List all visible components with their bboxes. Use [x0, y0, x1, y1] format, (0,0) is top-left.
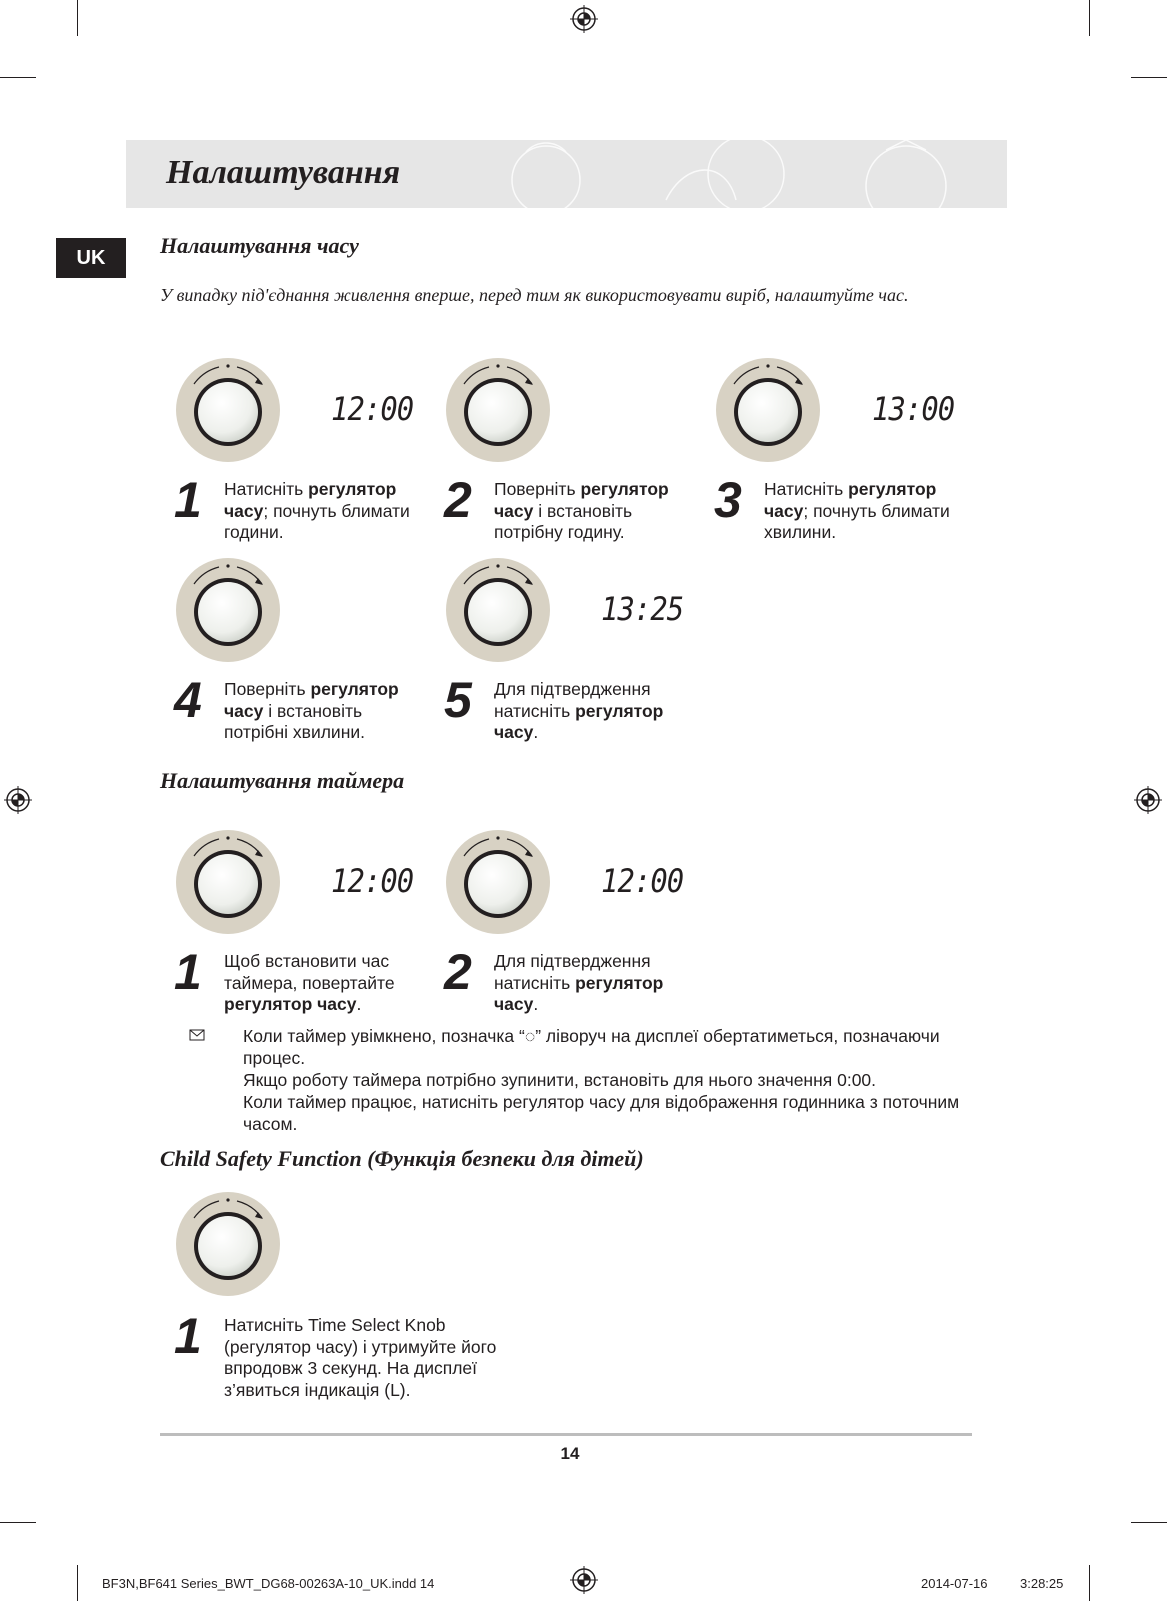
step-number: 3 — [714, 472, 742, 528]
note-line: Коли таймер працює, натисніть регулятор часу для відображення годинника з поточним часом. — [243, 1092, 960, 1134]
step-number: 5 — [444, 672, 472, 728]
crop-mark — [1089, 1565, 1090, 1601]
timer-display: 12:00 — [601, 862, 684, 900]
step-text: Натисніть регулятор часу; почнуть блимати хвилини. — [764, 479, 950, 542]
footer-date: 2014-07-16 — [921, 1576, 988, 1591]
registration-mark-icon — [570, 5, 598, 33]
registration-mark-icon — [4, 786, 32, 814]
clock-display: 13:25 — [601, 590, 684, 628]
step-text: Поверніть регулятор часу і встановіть потрібну годину. — [494, 479, 669, 542]
step-number: 1 — [174, 1308, 202, 1364]
step-number: 1 — [174, 472, 202, 528]
time-knob-icon — [174, 356, 282, 464]
section-heading-time: Налаштування часу — [160, 233, 359, 258]
step-number: 1 — [174, 944, 202, 1000]
crop-mark — [1131, 77, 1167, 78]
note-line: Коли таймер увімкнено, позначка “◌” ліворуч на дисплеї обертатиметься, позначаючи процес. — [243, 1026, 940, 1068]
step-text: Натисніть Time Select Knob (регулятор часу) і утримуйте його впродовж 3 секунд. На дисплеї з’явиться індикація (L). — [224, 1315, 497, 1400]
step-number: 4 — [174, 672, 202, 728]
crop-mark — [0, 1522, 36, 1523]
timer-display: 12:00 — [331, 862, 414, 900]
time-knob-icon — [174, 1190, 282, 1298]
step-text: Щоб встановити час таймера, повертайте регулятор часу. — [224, 951, 395, 1014]
time-knob-icon — [174, 828, 282, 936]
page-title: Налаштування — [166, 154, 401, 191]
clock-display: 13:00 — [872, 390, 955, 428]
step-text: Поверніть регулятор часу і встановіть потрібні хвилини. — [224, 679, 399, 742]
footer-time: 3:28:25 — [1020, 1576, 1064, 1591]
time-knob-icon — [714, 356, 822, 464]
note-line: Якщо роботу таймера потрібно зупинити, встановіть для нього значення 0:00. — [243, 1070, 877, 1090]
timer-note — [243, 1025, 978, 1135]
step-number: 2 — [444, 472, 472, 528]
divider — [160, 1433, 972, 1436]
section-heading-child-safety: Child Safety Function (Функція безпеки для дітей) — [160, 1146, 644, 1171]
intro-text: У випадку під'єднання живлення вперше, перед тим як використовувати виріб, налаштуйте час. — [160, 285, 909, 305]
note-icon — [189, 1029, 205, 1041]
language-tab: UK — [56, 238, 126, 278]
footer-file: BF3N,BF641 Series_BWT_DG68-00263A-10_UK.indd 14 — [102, 1576, 435, 1591]
crop-mark — [77, 0, 78, 36]
time-knob-icon — [174, 556, 282, 664]
page-number: 14 — [560, 1444, 580, 1463]
clock-display: 12:00 — [331, 390, 414, 428]
step-text: Для підтвердження натисніть регулятор часу. — [494, 679, 664, 742]
registration-mark-icon — [1134, 786, 1162, 814]
registration-mark-icon — [570, 1566, 598, 1594]
step-text: Для підтвердження натисніть регулятор часу. — [494, 951, 664, 1014]
time-knob-icon — [444, 556, 552, 664]
time-knob-icon — [444, 356, 552, 464]
crop-mark — [1131, 1522, 1167, 1523]
step-number: 2 — [444, 944, 472, 1000]
time-knob-icon — [444, 828, 552, 936]
crop-mark — [77, 1565, 78, 1601]
crop-mark — [1089, 0, 1090, 36]
step-text: Натисніть регулятор часу; почнуть блимати години. — [224, 479, 410, 542]
header-band — [126, 140, 1007, 208]
section-heading-timer: Налаштування таймера — [160, 768, 405, 793]
crop-mark — [0, 77, 36, 78]
